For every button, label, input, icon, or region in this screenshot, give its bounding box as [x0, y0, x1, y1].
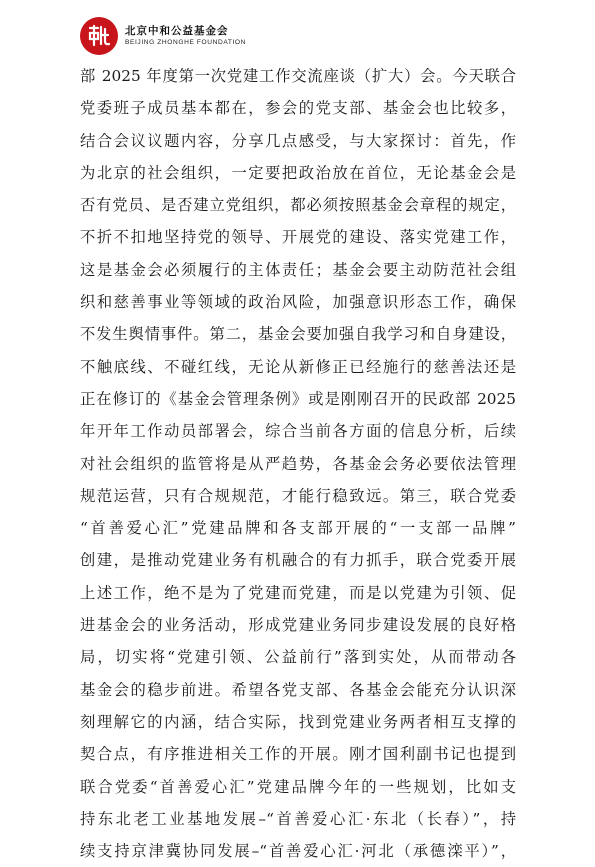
text-line: 对社会组织的监管将是从严趋势，各基金会务必要依法管理: [80, 454, 516, 473]
organization-name-chinese: 北京中和公益基金会: [125, 25, 229, 37]
text-line: 进基金会的业务活动，形成党建业务同步建设发展的良好格: [80, 616, 516, 635]
text-line: 党委班子成员基本都在，参会的党支部、基金会也比较多，: [80, 99, 516, 118]
text-line: 基金会的稳步前进。希望各党支部、各基金会能充分认识深: [80, 680, 516, 699]
text-line: 续支持京津冀协同发展–“首善爱心汇·河北（承德滦平）”，: [80, 842, 516, 861]
text-line: 契合点，有序推进相关工作的开展。刚才国利副书记也提到: [80, 745, 516, 764]
text-line: 年开年工作动员部署会，综合当前各方面的信息分析，后续: [80, 422, 516, 441]
text-line: 局，切实将“党建引领、公益前行”落到实处，从而带动各: [80, 648, 516, 667]
text-line: 上述工作，绝不是为了党建而党建，而是以党建为引领、促: [80, 583, 516, 602]
text-line: 这是基金会必须履行的主体责任；基金会要主动防范社会组: [80, 260, 516, 279]
foundation-seal-logo-icon: [80, 17, 118, 55]
text-line: 部 2025 年度第一次党建工作交流座谈（扩大）会。今天联合: [80, 67, 516, 85]
text-line: 为北京的社会组织，一定要把政治放在首位，无论基金会是: [80, 163, 516, 182]
text-line: 刻理解它的内涵，结合实际，找到党建业务两者相互支撑的: [80, 712, 516, 731]
organization-name-english: BEIJING ZHONGHE FOUNDATION: [125, 39, 246, 46]
text-line: 创建，是推动党建业务有机融合的有力抓手，联合党委开展: [80, 551, 516, 570]
text-line: 正在修订的《基金会管理条例》或是刚刚召开的民政部 2025: [80, 389, 516, 408]
text-line: 规范运营，只有合规规范，才能行稳致远。第三，联合党委: [80, 486, 516, 505]
text-line: 持东北老工业基地发展–“首善爱心汇·东北（长春）”，持: [80, 809, 516, 828]
text-line: 不折不扣地坚持党的领导、开展党的建设、落实党建工作，: [80, 228, 516, 247]
text-line: 织和慈善事业等领域的政治风险，加强意识形态工作，确保: [80, 293, 516, 312]
document-body: [80, 60, 516, 867]
text-line: 联合党委“首善爱心汇”党建品牌今年的一些规划，比如支: [80, 777, 516, 796]
text-line: “首善爱心汇”党建品牌和各支部开展的“一支部一品牌”: [80, 519, 516, 538]
text-line: 不触底线、不碰红线，无论从新修正已经施行的慈善法还是: [80, 357, 516, 376]
page-header: [80, 14, 246, 58]
text-line: 结合会议议题内容，分享几点感受，与大家探讨：首先，作: [80, 131, 516, 150]
text-line: 否有党员、是否建立党组织，都必须按照基金会章程的规定，: [80, 196, 516, 215]
text-line: 不发生舆情事件。第二，基金会要加强自我学习和自身建设，: [80, 325, 516, 344]
